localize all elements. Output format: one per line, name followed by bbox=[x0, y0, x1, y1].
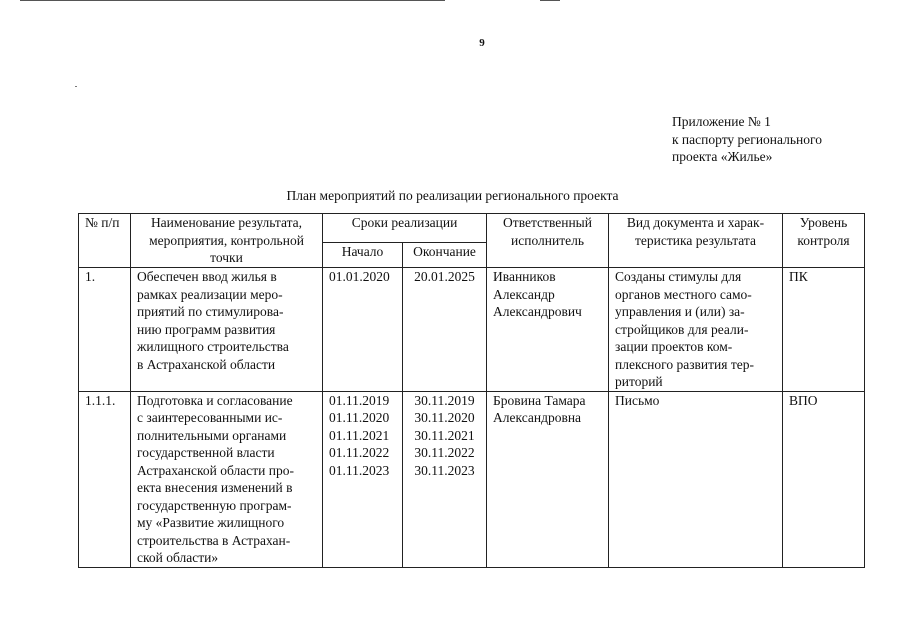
cell-document bbox=[609, 391, 783, 567]
header-line: теристика результата bbox=[635, 232, 756, 248]
cell-number: 1.1.1. bbox=[79, 391, 131, 567]
plan-table bbox=[78, 213, 865, 568]
cell-line: 30.11.2019 bbox=[414, 392, 475, 408]
cell-line: управления и (или) за- bbox=[615, 304, 745, 319]
cell-line: Александрович bbox=[493, 304, 582, 319]
cell-line: нию программ развития bbox=[137, 321, 276, 337]
header-terms: Сроки реализации bbox=[323, 214, 487, 243]
header-line: Ответственный bbox=[503, 215, 592, 230]
cell-line: Подготовка и согласование bbox=[137, 392, 293, 408]
cell-line: жилищного строительства bbox=[137, 339, 289, 354]
cell-line: 01.11.2021 bbox=[329, 427, 390, 443]
header-line: Наименование результата, bbox=[150, 215, 303, 230]
cell-line: 01.01.2020 bbox=[329, 269, 390, 284]
cell-line: Александр bbox=[493, 286, 555, 302]
cell-line: строительства в Астрахан- bbox=[137, 532, 291, 548]
cell-line: Созданы стимулы для bbox=[615, 269, 742, 284]
scan-edge-line-left bbox=[20, 0, 445, 1]
cell-responsible bbox=[487, 391, 609, 567]
cell-line: Обеспечен ввод жилья в bbox=[137, 269, 277, 284]
cell-line: приятий по стимулирова- bbox=[137, 304, 284, 319]
cell-line: Письмо bbox=[615, 392, 660, 408]
cell-line: 30.11.2023 bbox=[414, 462, 475, 478]
cell-line: 20.01.2025 bbox=[414, 269, 475, 284]
cell-line: 01.11.2019 bbox=[329, 392, 390, 408]
scan-edge-line-right bbox=[540, 0, 560, 1]
header-control bbox=[783, 214, 865, 268]
header-end: Окончание bbox=[403, 243, 487, 268]
cell-line: Иванников bbox=[493, 269, 556, 284]
cell-line: 30.11.2021 bbox=[414, 427, 475, 443]
cell-name bbox=[131, 268, 323, 392]
table-row bbox=[79, 268, 865, 392]
header-line: Уровень bbox=[799, 215, 848, 230]
cell-line: органов местного само- bbox=[615, 286, 752, 302]
cell-end bbox=[403, 268, 487, 392]
cell-line: Александровна bbox=[493, 410, 582, 425]
cell-line: стройщиков для реали- bbox=[615, 321, 749, 337]
appendix-line: Приложение № 1 bbox=[672, 114, 771, 129]
page-number: 9 bbox=[479, 37, 485, 49]
header-line: точки bbox=[210, 250, 243, 265]
appendix-note bbox=[672, 113, 822, 166]
scan-speck bbox=[75, 86, 77, 87]
cell-document bbox=[609, 268, 783, 392]
cell-line: зации проектов ком- bbox=[615, 339, 733, 354]
cell-line: в Астраханской области bbox=[137, 356, 276, 372]
header-number: № п/п bbox=[79, 214, 131, 268]
cell-line: Бровина Тамара bbox=[493, 392, 586, 408]
header-document bbox=[609, 214, 783, 268]
table-row bbox=[79, 391, 865, 567]
cell-line: полнительными органами bbox=[137, 427, 287, 443]
cell-line: 30.11.2020 bbox=[414, 410, 475, 425]
header-line: контроля bbox=[797, 232, 850, 248]
plan-title: План мероприятий по реализации регионального проекта bbox=[286, 188, 619, 203]
appendix-line: к паспорту регионального bbox=[672, 131, 822, 147]
cell-start bbox=[323, 391, 403, 567]
header-name bbox=[131, 214, 323, 268]
header-line: исполнитель bbox=[511, 232, 584, 248]
cell-end bbox=[403, 391, 487, 567]
cell-line: рамках реализации меро- bbox=[137, 286, 283, 302]
table-header-row bbox=[79, 214, 865, 243]
cell-control: ВПО bbox=[783, 391, 865, 567]
cell-number: 1. bbox=[79, 268, 131, 392]
cell-line: 30.11.2022 bbox=[414, 445, 475, 460]
cell-line: Астраханской области про- bbox=[137, 462, 294, 478]
appendix-line: проекта «Жилье» bbox=[672, 149, 773, 164]
header-line: мероприятия, контрольной bbox=[149, 232, 304, 248]
cell-line: 01.11.2023 bbox=[329, 462, 390, 478]
cell-line: плексного развития тер- bbox=[615, 356, 755, 372]
cell-line: 01.11.2022 bbox=[329, 445, 390, 460]
cell-line: государственной власти bbox=[137, 445, 275, 460]
cell-start bbox=[323, 268, 403, 392]
header-responsible bbox=[487, 214, 609, 268]
cell-line: му «Развитие жилищного bbox=[137, 515, 285, 530]
cell-line: с заинтересованными ис- bbox=[137, 410, 283, 425]
cell-line: 01.11.2020 bbox=[329, 410, 390, 425]
cell-line: риторий bbox=[615, 374, 663, 389]
cell-control: ПК bbox=[783, 268, 865, 392]
header-line: Вид документа и харак- bbox=[626, 215, 765, 230]
header-start: Начало bbox=[323, 243, 403, 268]
cell-name bbox=[131, 391, 323, 567]
cell-responsible bbox=[487, 268, 609, 392]
cell-line: государственную програм- bbox=[137, 497, 292, 513]
cell-line: екта внесения изменений в bbox=[137, 480, 293, 495]
cell-line: ской области» bbox=[137, 550, 219, 565]
